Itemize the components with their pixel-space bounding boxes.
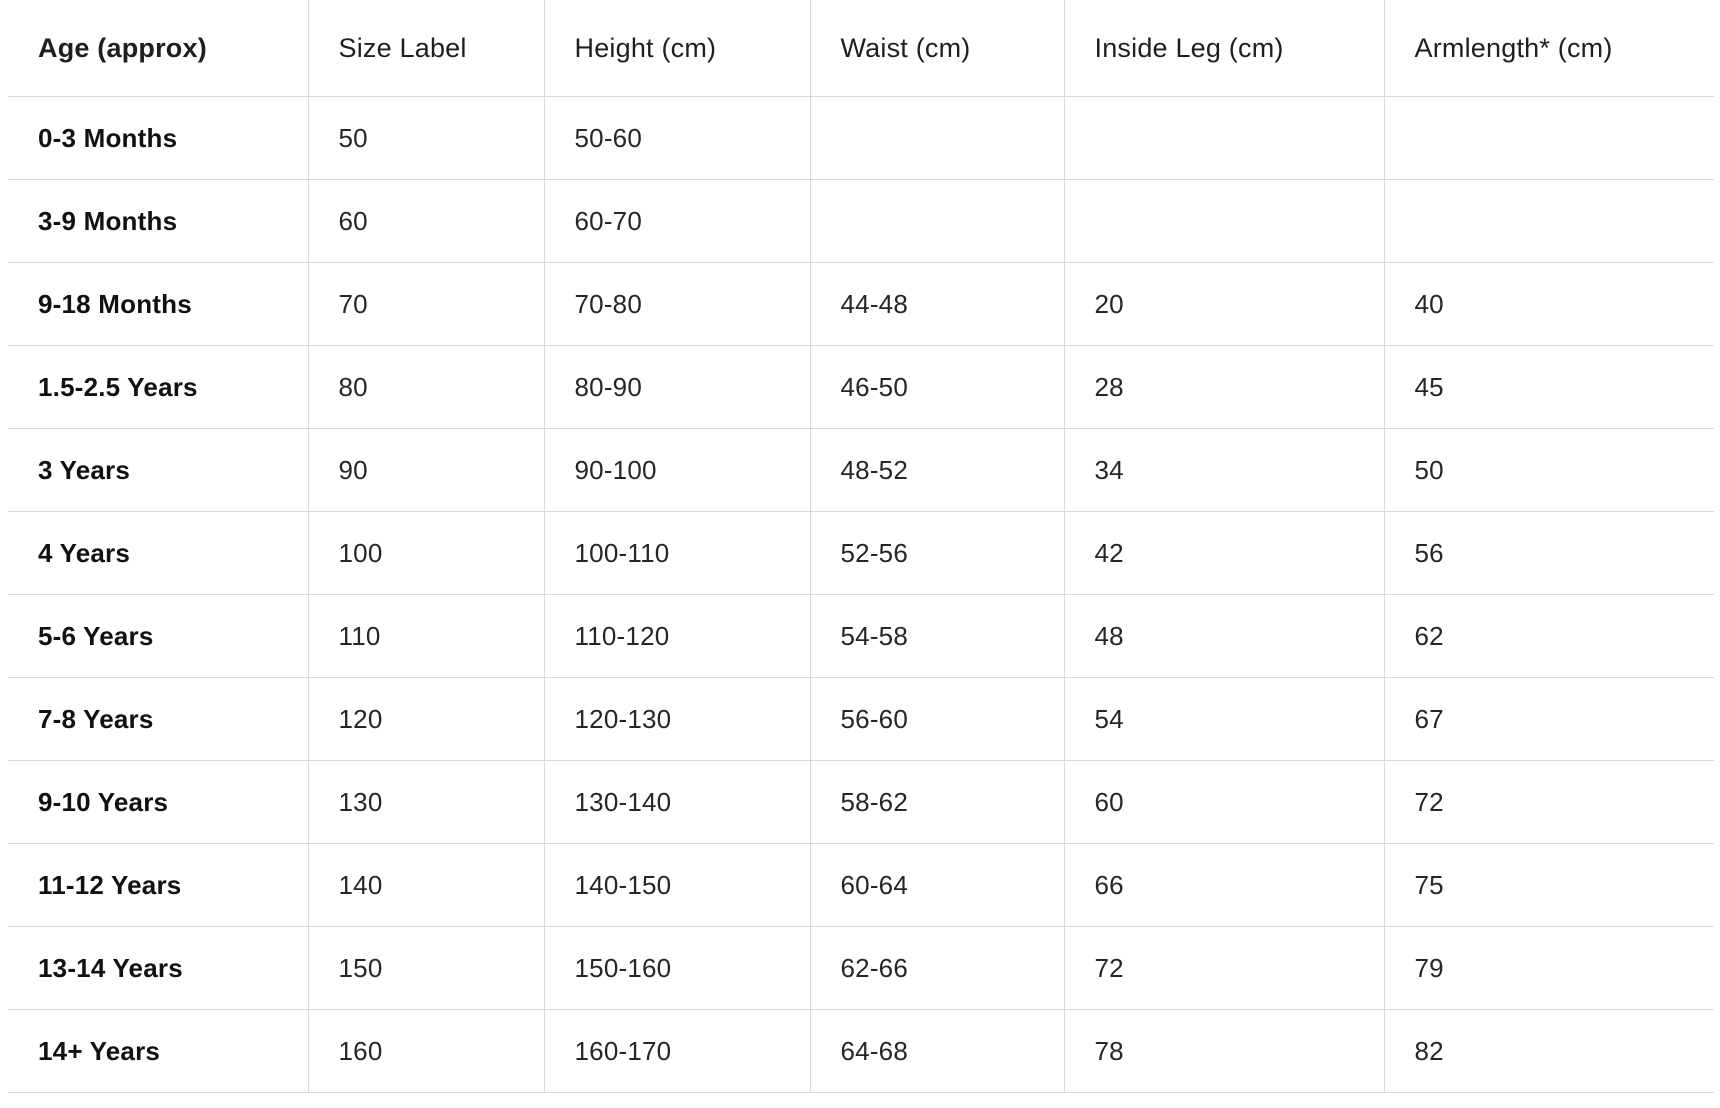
cell-inside-leg: 60	[1064, 761, 1384, 844]
cell-size-label: 80	[308, 346, 544, 429]
cell-waist	[810, 180, 1064, 263]
table-body	[8, 97, 1714, 1093]
cell-height: 70-80	[544, 263, 810, 346]
cell-age: 11-12 Years	[8, 844, 308, 927]
cell-armlength: 56	[1384, 512, 1714, 595]
cell-waist: 54-58	[810, 595, 1064, 678]
cell-inside-leg	[1064, 97, 1384, 180]
column-header-armlength: Armlength* (cm)	[1384, 0, 1714, 97]
cell-height: 130-140	[544, 761, 810, 844]
size-chart-table	[8, 0, 1714, 1093]
table-row	[8, 595, 1714, 678]
table-row	[8, 512, 1714, 595]
cell-inside-leg: 78	[1064, 1010, 1384, 1093]
cell-height: 160-170	[544, 1010, 810, 1093]
cell-armlength	[1384, 180, 1714, 263]
cell-inside-leg: 54	[1064, 678, 1384, 761]
cell-age: 5-6 Years	[8, 595, 308, 678]
cell-waist: 48-52	[810, 429, 1064, 512]
cell-age: 0-3 Months	[8, 97, 308, 180]
cell-height: 50-60	[544, 97, 810, 180]
cell-waist: 60-64	[810, 844, 1064, 927]
table-row	[8, 263, 1714, 346]
cell-waist: 44-48	[810, 263, 1064, 346]
cell-waist: 56-60	[810, 678, 1064, 761]
cell-size-label: 160	[308, 1010, 544, 1093]
cell-waist: 62-66	[810, 927, 1064, 1010]
cell-armlength	[1384, 97, 1714, 180]
cell-waist: 64-68	[810, 1010, 1064, 1093]
cell-size-label: 50	[308, 97, 544, 180]
cell-armlength: 45	[1384, 346, 1714, 429]
cell-age: 3-9 Months	[8, 180, 308, 263]
cell-height: 60-70	[544, 180, 810, 263]
cell-armlength: 82	[1384, 1010, 1714, 1093]
cell-height: 110-120	[544, 595, 810, 678]
cell-size-label: 100	[308, 512, 544, 595]
table-row	[8, 1010, 1714, 1093]
table-row	[8, 97, 1714, 180]
cell-inside-leg	[1064, 180, 1384, 263]
column-header-age: Age (approx)	[8, 0, 308, 97]
cell-armlength: 40	[1384, 263, 1714, 346]
cell-height: 150-160	[544, 927, 810, 1010]
cell-age: 9-10 Years	[8, 761, 308, 844]
cell-inside-leg: 20	[1064, 263, 1384, 346]
column-header-size-label: Size Label	[308, 0, 544, 97]
cell-size-label: 70	[308, 263, 544, 346]
table-row	[8, 678, 1714, 761]
cell-age: 1.5-2.5 Years	[8, 346, 308, 429]
cell-armlength: 79	[1384, 927, 1714, 1010]
cell-waist: 58-62	[810, 761, 1064, 844]
cell-size-label: 60	[308, 180, 544, 263]
cell-waist	[810, 97, 1064, 180]
cell-age: 7-8 Years	[8, 678, 308, 761]
cell-age: 14+ Years	[8, 1010, 308, 1093]
table-header-row	[8, 0, 1714, 97]
cell-height: 140-150	[544, 844, 810, 927]
cell-waist: 52-56	[810, 512, 1064, 595]
cell-waist: 46-50	[810, 346, 1064, 429]
cell-size-label: 140	[308, 844, 544, 927]
cell-inside-leg: 42	[1064, 512, 1384, 595]
cell-armlength: 67	[1384, 678, 1714, 761]
cell-size-label: 120	[308, 678, 544, 761]
cell-inside-leg: 72	[1064, 927, 1384, 1010]
cell-age: 4 Years	[8, 512, 308, 595]
table-row	[8, 429, 1714, 512]
cell-age: 9-18 Months	[8, 263, 308, 346]
column-header-height: Height (cm)	[544, 0, 810, 97]
cell-height: 100-110	[544, 512, 810, 595]
table-header	[8, 0, 1714, 97]
cell-age: 13-14 Years	[8, 927, 308, 1010]
cell-inside-leg: 48	[1064, 595, 1384, 678]
cell-inside-leg: 34	[1064, 429, 1384, 512]
table-row	[8, 844, 1714, 927]
table-row	[8, 180, 1714, 263]
table-row	[8, 346, 1714, 429]
cell-armlength: 50	[1384, 429, 1714, 512]
cell-inside-leg: 66	[1064, 844, 1384, 927]
cell-armlength: 62	[1384, 595, 1714, 678]
cell-inside-leg: 28	[1064, 346, 1384, 429]
table-row	[8, 761, 1714, 844]
table-row	[8, 927, 1714, 1010]
cell-size-label: 90	[308, 429, 544, 512]
cell-height: 90-100	[544, 429, 810, 512]
column-header-inside-leg: Inside Leg (cm)	[1064, 0, 1384, 97]
cell-size-label: 130	[308, 761, 544, 844]
cell-height: 80-90	[544, 346, 810, 429]
cell-height: 120-130	[544, 678, 810, 761]
cell-size-label: 110	[308, 595, 544, 678]
cell-age: 3 Years	[8, 429, 308, 512]
cell-armlength: 75	[1384, 844, 1714, 927]
cell-armlength: 72	[1384, 761, 1714, 844]
cell-size-label: 150	[308, 927, 544, 1010]
column-header-waist: Waist (cm)	[810, 0, 1064, 97]
